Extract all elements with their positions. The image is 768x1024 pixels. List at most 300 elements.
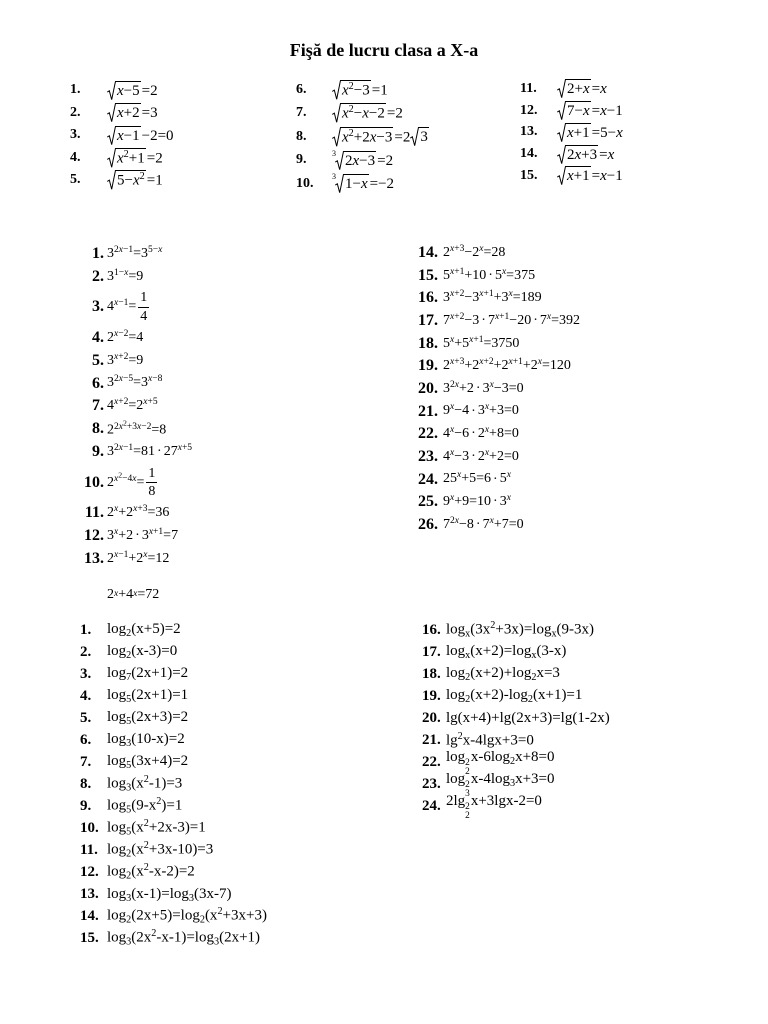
equation: $3^{2x}+2 \cdot 3^x-3=0$: [443, 379, 524, 397]
variable: x: [450, 289, 455, 300]
radical-sign-icon: [107, 148, 116, 168]
exercise-number: 6.: [80, 731, 92, 748]
superscript: [457, 470, 461, 480]
variable: x: [118, 421, 123, 432]
subscript: x: [465, 628, 471, 640]
superscript: x+1: [508, 357, 523, 368]
radicand: $x^2+1$: [117, 148, 145, 167]
equation: $\log_5(2x+1)=1$: [107, 687, 189, 706]
equation: 7−x =x−1: [557, 101, 623, 120]
equation: $25^x+5=6 \cdot 5^x$: [443, 470, 511, 487]
unnumbered-equation: 2 x +4 x =72: [107, 587, 160, 602]
equation: $\log_2(2x+5)=\log_2(x^2+3x+3)$: [107, 906, 267, 927]
superscript: 2: [118, 470, 123, 480]
logarithms-column-1: [80, 619, 267, 950]
exercise-row: [80, 818, 267, 840]
subscript: 2: [199, 915, 205, 927]
exercise-row: [296, 78, 430, 102]
variable: x: [450, 311, 455, 322]
variable: x: [508, 357, 513, 368]
exercise-number: 13.: [84, 549, 104, 567]
equation: $2^{x-2}=4$: [107, 328, 144, 345]
numerator: 1: [146, 466, 157, 483]
exercise-number: 10.: [296, 175, 314, 191]
variable: x: [114, 473, 119, 484]
superscript: [450, 335, 454, 345]
square-root: [557, 123, 591, 142]
exercise-row: [80, 928, 267, 950]
variable: x: [342, 105, 349, 122]
radicand: 1−x: [345, 176, 368, 193]
equation: x−5 =2: [107, 81, 158, 100]
equation: $3^{2x-5}=3^{x-8}$: [107, 374, 163, 391]
variable: x: [450, 334, 455, 345]
radical-sign-icon: [107, 170, 116, 190]
radicand: $x^2-3$: [342, 80, 370, 99]
multiplication-dot: ·: [471, 426, 476, 442]
superscript: [450, 402, 454, 412]
variable: x: [117, 82, 124, 99]
exercise-row: [410, 378, 580, 401]
variable: x: [607, 146, 615, 163]
equation: $x^2-x-2 =2$: [332, 103, 403, 123]
variable: x: [114, 351, 119, 362]
superscript: x−2: [114, 328, 129, 339]
subscript: 5: [126, 760, 132, 772]
root-index: 3: [332, 148, 336, 158]
square-root: [557, 101, 591, 120]
root-index: 3: [332, 172, 336, 182]
subscript: 2: [465, 672, 471, 684]
variable: x: [369, 129, 377, 146]
superscript: x+2: [450, 289, 465, 300]
exercise-row: [74, 265, 192, 288]
superscript: x+1: [450, 266, 465, 277]
exercise-number: 13.: [520, 124, 538, 140]
subscript-superscript: [465, 803, 470, 821]
exercise-number: 14.: [418, 244, 438, 262]
superscript: 2x2+3x−2: [114, 418, 152, 432]
equation: log 2 2 $x-6\log_2x+8=0$: [446, 748, 555, 777]
square-root: [107, 103, 141, 122]
exercise-number: 2.: [70, 104, 81, 120]
equation: $2^{x^2-4x}=$ $\frac{1}{8}$: [107, 465, 156, 500]
variable: x: [114, 397, 119, 408]
exercise-number: 12.: [520, 102, 538, 118]
superscript: [509, 289, 513, 299]
variable: x: [616, 124, 623, 141]
superscript: 2: [217, 906, 223, 918]
subscript: 2: [465, 810, 470, 821]
variable: x: [362, 105, 369, 122]
square-root: [107, 126, 141, 145]
exponentials-column-2: [410, 242, 580, 537]
equation: 3 2x−3 =2: [332, 148, 394, 169]
variable: x: [457, 470, 462, 481]
radical-sign-icon: [557, 79, 566, 98]
variable: x: [600, 168, 607, 185]
square-root: [107, 148, 146, 168]
square-root: [332, 103, 386, 123]
superscript: x−1: [114, 549, 129, 560]
superscript: 2: [123, 418, 127, 428]
multiplication-dot: ·: [475, 381, 481, 397]
variable: x: [484, 425, 490, 436]
variable: x: [143, 549, 148, 560]
exercise-row: [296, 125, 430, 149]
exercise-row: [410, 491, 580, 514]
subscript: 2: [465, 694, 471, 706]
exercise-row: [296, 172, 430, 196]
exercise-row: [410, 514, 580, 537]
denominator: 4: [140, 308, 148, 324]
equation: $\log_5(2x+3)=2$: [107, 709, 189, 728]
subscript: x: [551, 628, 557, 640]
exercise-number: 24.: [418, 470, 438, 488]
exercise-row: [410, 287, 580, 310]
multiplication-dot: ·: [157, 444, 162, 460]
square-root: [557, 145, 598, 164]
equation: $3^{1-x}=9$: [107, 267, 144, 284]
superscript: 2: [465, 801, 470, 812]
equation: $\log_3(x^2-1)=3$: [107, 774, 183, 794]
variable: x: [158, 244, 163, 255]
superscript: 2: [457, 730, 463, 742]
exercise-number: 4.: [70, 149, 81, 165]
exercise-row: [422, 685, 610, 707]
exercise-row: [74, 547, 192, 570]
equation: $\log_2(x^2+3x-10)=3$: [107, 840, 214, 860]
superscript: 5−x: [148, 244, 163, 255]
superscript: x2−4x: [114, 470, 137, 484]
variable: x: [114, 549, 119, 560]
exercise-row: [410, 468, 580, 491]
variable: x: [454, 379, 459, 390]
fraction: [138, 290, 149, 324]
exercise-number: 15.: [520, 167, 538, 183]
exercise-row: [422, 707, 610, 729]
variable: x: [537, 357, 543, 368]
exercise-number: 23.: [418, 447, 438, 465]
superscript: x+2: [114, 351, 129, 362]
exercise-number: 9.: [296, 152, 307, 168]
exercise-number: 5.: [92, 351, 104, 369]
logarithms-column-2: [422, 619, 610, 821]
superscript: 2: [143, 840, 149, 852]
exercise-number: 5.: [80, 709, 92, 726]
equation: $3^{2x-1}=3^{5-x}$: [107, 244, 163, 262]
exercise-row: [410, 446, 580, 469]
exercise-row: [410, 310, 580, 333]
radical-sign-icon: [107, 103, 116, 122]
exercise-number: 4.: [80, 687, 92, 704]
exercise-number: 23.: [422, 775, 441, 792]
subscript: 3: [126, 738, 132, 750]
variable: x: [479, 357, 484, 368]
exercise-number: 17.: [422, 643, 441, 660]
exercise-row: [422, 792, 610, 821]
equation: $4^x-6 \cdot 2^x+8=0$: [443, 425, 519, 442]
variable: x: [117, 150, 124, 167]
superscript: [479, 244, 483, 254]
exercise-number: 26.: [418, 515, 438, 533]
equation: $7^{2x}-8 \cdot 7^x+7=0$: [443, 515, 524, 532]
variable: x: [454, 515, 459, 526]
subscript: 5: [126, 826, 132, 838]
numerator: 1: [138, 290, 149, 307]
subscript: 2: [126, 870, 132, 882]
exercise-row: [74, 502, 192, 525]
subscript: 2: [126, 848, 132, 860]
radical-sign-icon: [332, 103, 341, 123]
variable: x: [479, 289, 484, 300]
variable: x: [124, 267, 129, 278]
equation: x+1 =x−1: [557, 166, 623, 185]
superscript: x+1: [494, 311, 510, 322]
variable: x: [137, 421, 142, 432]
exercise-number: 4.: [92, 328, 104, 346]
square-root: [107, 81, 141, 100]
variable: x: [494, 311, 500, 322]
exercise-row: [70, 169, 174, 192]
superscript: [450, 425, 454, 435]
exercise-row: [74, 525, 192, 548]
superscript: x+3: [450, 357, 465, 368]
subscript: 3: [126, 892, 132, 904]
variable: x: [450, 493, 455, 504]
equation: $x^2+1 =2$: [107, 148, 163, 168]
exercise-number: 8.: [80, 775, 92, 792]
radical-sign-icon: [557, 101, 566, 120]
variable: x: [117, 127, 124, 144]
equation: $\lg^2x-4\lg x+3=0$: [446, 730, 534, 749]
equation: $x^2+2x-3 =2$ 3: [332, 127, 430, 147]
equation: $\log_2(x+5)=2$: [107, 620, 181, 639]
variable: x: [600, 103, 607, 119]
exercise-row: [80, 773, 267, 795]
equation: $\log_3(x-1)=\log_3(3x-7)$: [107, 885, 232, 904]
superscript: [485, 402, 489, 412]
exercise-number: 11.: [520, 80, 537, 96]
variable: x: [342, 129, 349, 146]
radicand: 2x−3: [345, 152, 376, 169]
radicand: x−1: [117, 127, 140, 144]
exercise-number: 7.: [296, 105, 307, 121]
subscript: 3: [126, 782, 132, 794]
equation: log 2 3 $x-4\log_3x+3=0$: [446, 770, 555, 799]
equation: $\log_3(10-x)=2$: [107, 731, 185, 750]
multiplication-dot: ·: [481, 313, 486, 329]
subscript: 2: [126, 915, 132, 927]
equation: $2^{x+3}+2^{x+2}+2^{x+1}+2^x=120$: [443, 357, 571, 374]
exercise-row: [520, 100, 623, 122]
square-root: [410, 127, 429, 146]
equation: $4^{x-1}=$ $\frac{1}{4}$: [107, 290, 148, 324]
radical-sign-icon: [332, 127, 341, 147]
exercise-row: [410, 355, 580, 378]
exercise-number: 25.: [418, 493, 438, 511]
variable: x: [501, 266, 507, 277]
exercise-number: 14.: [80, 908, 99, 925]
exercise-number: 2.: [92, 267, 104, 285]
subscript: 3: [465, 788, 470, 799]
exercise-number: 19.: [418, 357, 438, 375]
exercise-number: 19.: [422, 687, 441, 704]
superscript: [507, 470, 511, 480]
exercise-row: [520, 78, 623, 100]
superscript: [485, 425, 489, 435]
equation: $\log_x(x+2)=\log_x(3-x)$: [446, 642, 567, 662]
radicand: 2x+3: [567, 146, 598, 163]
exercise-number: 14.: [520, 146, 538, 162]
variable: x: [484, 402, 490, 413]
superscript: 2: [143, 862, 149, 874]
exercise-row: [74, 372, 192, 395]
equation: $3^{x+2}-3^{x+1}+3^x=189$: [443, 289, 542, 306]
equation: $\log_2(x+2)+\log_2x=3$: [446, 665, 560, 684]
variable: x: [450, 402, 455, 413]
equation: $\log_3(2x^2-x-1)=\log_3(2x+1)$: [107, 928, 261, 949]
variable: x: [567, 124, 574, 141]
square-root: [557, 79, 591, 98]
exercise-number: 3.: [80, 665, 92, 682]
variable: x: [352, 152, 360, 169]
superscript: x+1: [469, 334, 484, 345]
variable: x: [450, 243, 455, 254]
superscript: x+3: [133, 503, 148, 514]
exercise-number: 7.: [92, 397, 104, 415]
equation: $4^{x+2}=2^{x+5}$: [107, 397, 158, 414]
superscript: [450, 448, 454, 458]
exercise-number: 10.: [84, 473, 104, 491]
exercise-row: [74, 464, 192, 502]
equation: $4^x-3 \cdot 2^x+2=0$: [443, 447, 519, 465]
variable: x: [114, 526, 119, 537]
exercise-number: 20.: [422, 709, 441, 726]
worksheet-title: Fişă de lucru clasa a X-a: [289, 40, 479, 60]
equation: $7^{x+2}-3 \cdot 7^{x+1}-20 \cdot 7^x=392$: [443, 311, 581, 329]
variable: x: [148, 526, 154, 537]
exercise-row: [74, 326, 192, 349]
exercise-row: [74, 243, 192, 266]
superscript: [114, 527, 118, 537]
radicand: x+2: [117, 105, 140, 122]
superscript: x+5: [177, 443, 193, 454]
superscript: 2: [123, 148, 129, 160]
superscript: x+1: [479, 289, 494, 300]
radicand: $x^2+2x-3$: [342, 127, 393, 146]
exercise-row: [80, 707, 267, 729]
exercise-row: [70, 124, 174, 147]
equation: $3^{x+2}=9$: [107, 351, 144, 368]
subscript: 2: [510, 755, 516, 767]
equation: $3^{2x-1}=81 \cdot 27^{x+5}$: [107, 443, 193, 460]
radicand: $5-x^2$: [117, 171, 145, 189]
superscript: [114, 504, 118, 514]
exercise-row: [74, 349, 192, 372]
radical-sign-icon: [335, 174, 344, 193]
radicals-column-2: [296, 78, 430, 196]
exercise-row: [80, 751, 267, 773]
superscript: 2: [465, 757, 470, 768]
subscript: 5: [126, 804, 132, 816]
radicand: 7−x: [567, 103, 590, 119]
variable: x: [582, 103, 590, 119]
subscript: 7: [126, 672, 132, 684]
variable: x: [479, 243, 484, 254]
equation: $9^x+9=10 \cdot 3^x$: [443, 493, 511, 510]
superscript: 2: [143, 818, 149, 830]
subscript: 3: [510, 777, 516, 789]
subscript: 3: [188, 892, 194, 904]
variable: x: [489, 379, 494, 390]
superscript: [538, 357, 542, 367]
multiplication-dot: ·: [135, 528, 140, 544]
exercise-number: 6.: [92, 374, 104, 392]
superscript: x+2: [450, 311, 465, 322]
radical-sign-icon: [335, 151, 344, 170]
variable: x: [450, 266, 455, 277]
exercise-row: [80, 840, 267, 862]
superscript: [490, 516, 494, 526]
superscript: [485, 448, 489, 458]
radical-sign-icon: [410, 127, 419, 146]
equation: $5^x+5^{x+1}=3750$: [443, 334, 520, 351]
equation: 3 1−x =−2: [332, 172, 395, 193]
exercise-number: 22.: [422, 753, 441, 770]
superscript: x+1: [148, 526, 164, 537]
variable: x: [600, 81, 607, 98]
exercise-row: [80, 906, 267, 928]
superscript: 1−x: [114, 267, 129, 278]
exercise-row: [410, 332, 580, 355]
subscript: 2: [531, 672, 537, 684]
variable: x: [506, 470, 511, 481]
superscript: 2x: [450, 379, 459, 390]
radical-sign-icon: [557, 145, 566, 164]
equation: $\log_7(2x+1)=2$: [107, 665, 189, 684]
exercise-number: 7.: [80, 753, 92, 770]
subscript: 5: [126, 694, 132, 706]
superscript: 2: [348, 127, 354, 139]
variable: x: [469, 334, 474, 345]
exercise-number: 2.: [80, 643, 92, 660]
radicand: 3: [420, 129, 428, 146]
multiplication-dot: ·: [488, 267, 493, 283]
superscript: 2: [156, 796, 162, 808]
variable: x: [450, 357, 455, 368]
exercise-row: [80, 796, 267, 818]
multiplication-dot: ·: [471, 403, 476, 419]
multiplication-dot: ·: [533, 313, 538, 329]
exercise-number: 21.: [418, 402, 438, 420]
equation: 2+x =x: [557, 79, 607, 98]
variable: x: [489, 515, 494, 526]
variable: x: [508, 289, 513, 300]
variable: x: [133, 589, 138, 600]
variable: x: [118, 443, 123, 454]
superscript: x+2: [114, 397, 129, 408]
variable: x: [177, 443, 182, 454]
exercise-row: [296, 149, 430, 173]
radicand: x−5: [117, 82, 140, 99]
multiplication-dot: ·: [475, 517, 481, 532]
multiplication-dot: ·: [493, 471, 498, 487]
variable: x: [450, 425, 455, 436]
equation: 2lg 2 2 x+3lgx-2=0: [446, 792, 542, 821]
superscript: 2: [465, 779, 470, 790]
superscript: 2: [151, 928, 157, 940]
